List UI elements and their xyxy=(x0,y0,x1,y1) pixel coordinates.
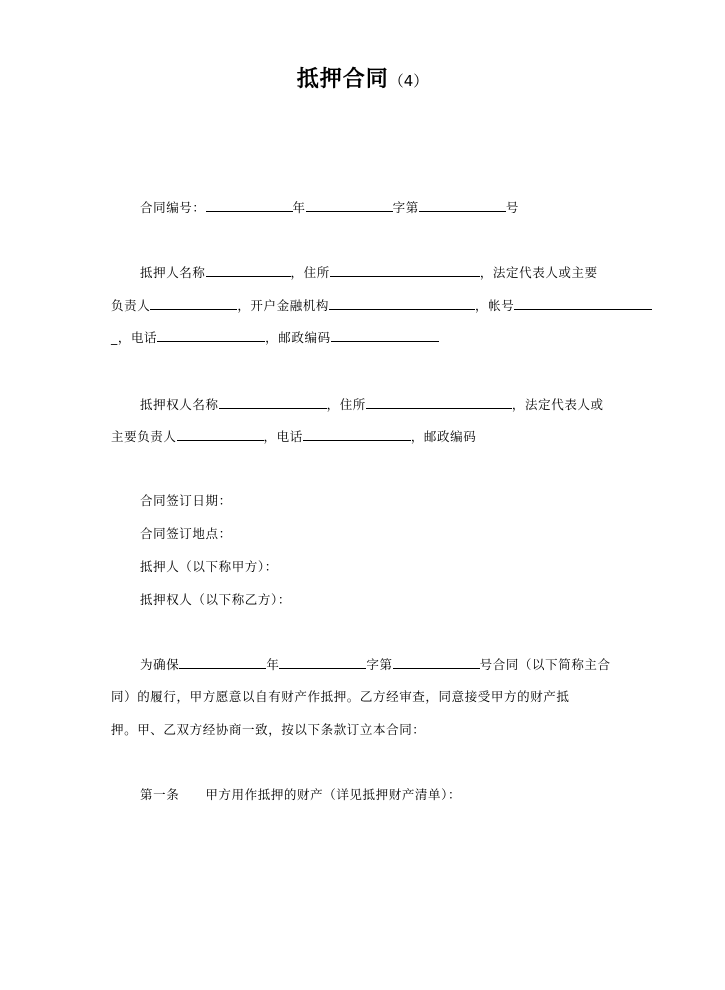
preamble-line-1 xyxy=(140,656,611,673)
contract-number-label: 合同编号： xyxy=(140,200,206,215)
article-1 xyxy=(140,787,461,803)
preamble-zi-di: 字第 xyxy=(366,657,393,672)
mortgagor-address-blank[interactable] xyxy=(330,264,480,277)
contract-year-blank[interactable] xyxy=(206,199,293,212)
mortgagor-bank-blank[interactable] xyxy=(329,297,475,310)
mortgagor-phone-label: ，电话 xyxy=(117,330,158,345)
contract-serial-blank[interactable] xyxy=(419,199,506,212)
zi-di-text: 字第 xyxy=(392,200,419,215)
mortgagee-line-1 xyxy=(140,396,604,413)
hao-text: 号 xyxy=(505,200,519,215)
contract-prefix-blank[interactable] xyxy=(306,199,393,212)
mortgagee-line-2 xyxy=(111,428,476,445)
mortgagor-line-1 xyxy=(140,264,598,281)
mortgagor-account-blank[interactable] xyxy=(514,297,652,310)
preamble-start: 为确保 xyxy=(140,657,180,672)
mortgagee-phone-label: ，电话 xyxy=(263,429,303,444)
preamble-year: 年 xyxy=(266,657,280,672)
mortgagor-name-blank[interactable] xyxy=(206,264,291,277)
mortgagor-legal-rep-label: ，法定代表人或主要 xyxy=(479,265,598,280)
mortgagor-line-3 xyxy=(111,329,439,346)
document-title xyxy=(0,62,725,93)
preamble-rest: 号合同（以下简称主合 xyxy=(479,657,611,672)
mortgagor-line-2 xyxy=(111,297,652,314)
mortgagor-address-label: ，住所 xyxy=(290,265,330,280)
mortgagee-legal-rep-label: ，法定代表人或 xyxy=(511,397,604,412)
article-1-number: 第一条 xyxy=(140,787,180,802)
mortgagee-address-label: ，住所 xyxy=(326,397,366,412)
mortgagor-bank-label: ，开户金融机构 xyxy=(237,298,330,313)
signing-date: 合同签订日期： xyxy=(140,493,232,508)
mortgagee-name-label: 抵押权人名称 xyxy=(140,397,219,412)
mortgagor-postcode-blank[interactable] xyxy=(331,329,439,342)
year-text: 年 xyxy=(292,200,306,215)
mortgagor-person-label: 负责人 xyxy=(111,298,151,313)
mortgagee-phone-blank[interactable] xyxy=(303,428,411,441)
preamble-line-2: 同）的履行，甲方愿意以自有财产作抵押。乙方经审查，同意接受甲方的财产抵 xyxy=(111,689,570,704)
title-number: （4） xyxy=(388,72,429,90)
mortgagor-underscore: _ xyxy=(111,330,118,345)
party-b-line: 抵押权人（以下称乙方）： xyxy=(140,592,291,607)
mortgagor-name-label: 抵押人名称 xyxy=(140,265,206,280)
main-contract-serial-blank[interactable] xyxy=(393,656,480,669)
mortgagee-person-label: 主要负责人 xyxy=(111,429,177,444)
mortgagor-postcode-label: ，邮政编码 xyxy=(265,330,331,345)
mortgagor-person-blank[interactable] xyxy=(150,297,237,310)
main-contract-prefix-blank[interactable] xyxy=(279,656,366,669)
party-a-line: 抵押人（以下称甲方）： xyxy=(140,559,278,574)
mortgagee-person-blank[interactable] xyxy=(177,428,264,441)
main-contract-year-blank[interactable] xyxy=(179,656,266,669)
mortgagee-name-blank[interactable] xyxy=(219,396,327,409)
article-1-text: 甲方用作抵押的财产（详见抵押财产清单）： xyxy=(205,787,462,802)
title-main: 抵押合同 xyxy=(296,67,389,92)
mortgagee-postcode-label: ，邮政编码 xyxy=(410,429,477,444)
mortgagor-account-label: ，帐号 xyxy=(475,298,515,313)
mortgagee-address-blank[interactable] xyxy=(366,396,512,409)
signing-place: 合同签订地点： xyxy=(140,526,232,541)
mortgagor-phone-blank[interactable] xyxy=(157,329,265,342)
contract-number-line xyxy=(140,199,519,216)
preamble-line-3: 押。甲、乙双方经协商一致，按以下条款订立本合同： xyxy=(111,722,426,737)
